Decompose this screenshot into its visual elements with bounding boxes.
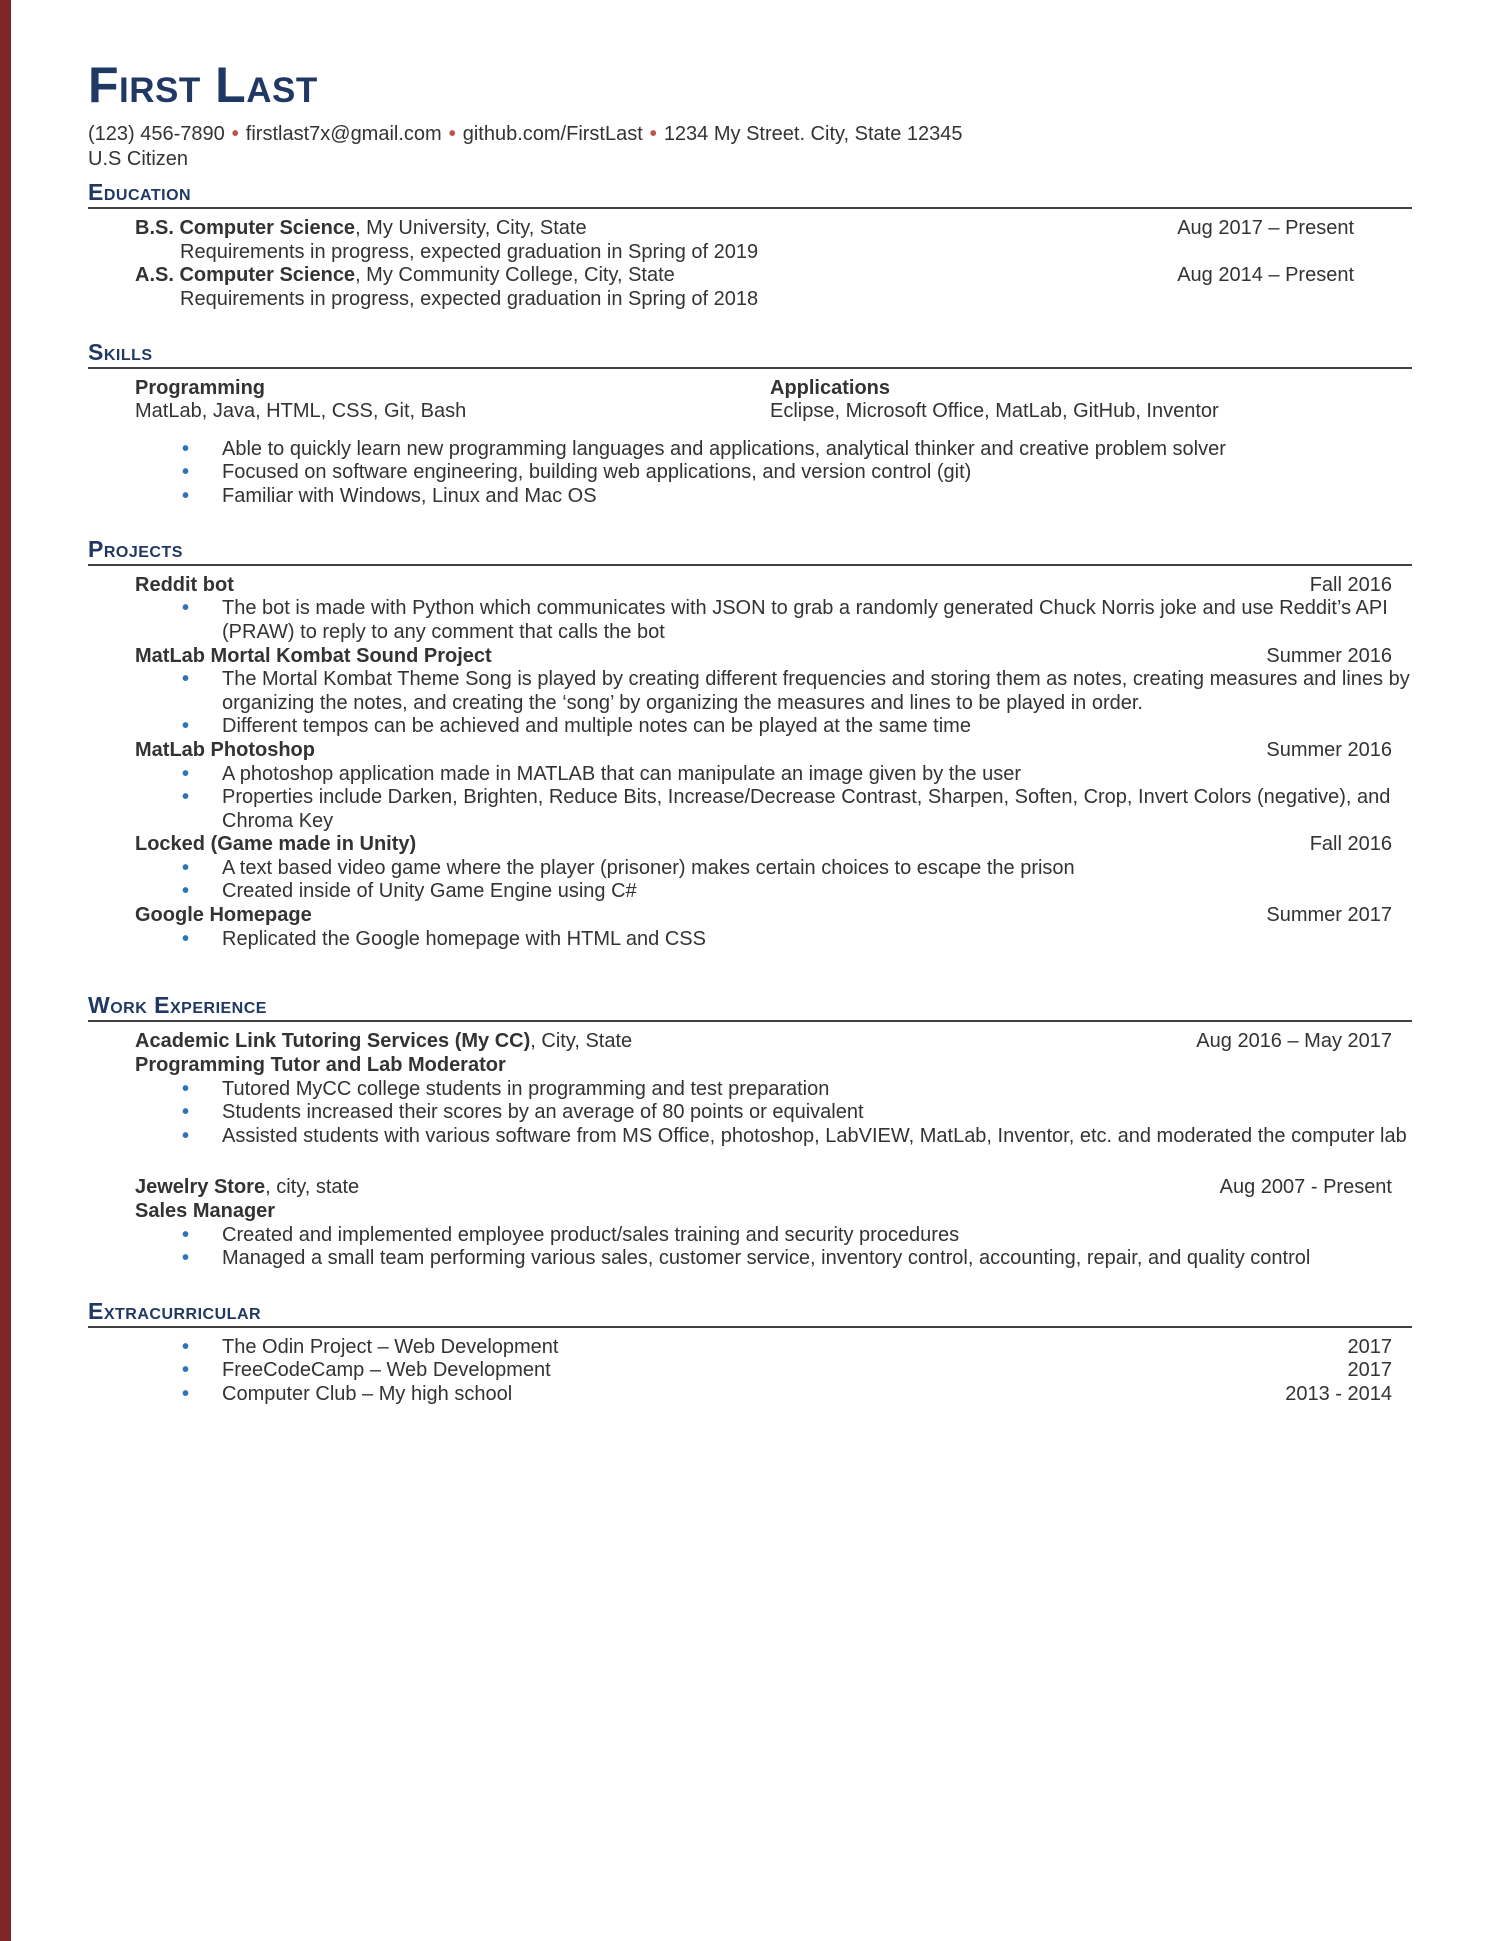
github-url: github.com/FirstLast bbox=[462, 123, 643, 145]
company-location: , city, state bbox=[265, 1176, 360, 1199]
skills-column-programming bbox=[135, 377, 770, 424]
section-heading-work-experience: Work Experience bbox=[88, 993, 1412, 1022]
degree-name: A.S. Computer Science bbox=[135, 264, 356, 287]
skills-bullet-item: • Focused on software engineering, building web applications, and version control (git) bbox=[180, 461, 1412, 485]
work-date: Aug 2007 - Present bbox=[1219, 1176, 1392, 1199]
phone-number: (123) 456-7890 bbox=[88, 123, 225, 145]
work-bullet-item: • Tutored MyCC college students in programming and test preparation bbox=[180, 1078, 1412, 1102]
education-section bbox=[88, 217, 1412, 311]
skills-column-title: Programming bbox=[135, 376, 266, 399]
extracurricular-section bbox=[88, 1336, 1412, 1407]
project-bullet-item: • Different tempos can be achieved and multiple notes can be played at the same time bbox=[180, 715, 1412, 739]
separator-dot-icon: • bbox=[448, 123, 456, 145]
education-date: Aug 2014 – Present bbox=[1177, 264, 1354, 287]
work-bullet-list bbox=[180, 1224, 1412, 1271]
skills-column-title: Applications bbox=[770, 376, 891, 399]
activity-name: • FreeCodeCamp – Web Development bbox=[222, 1359, 551, 1382]
contact-line bbox=[88, 122, 1412, 147]
education-degree-line bbox=[135, 264, 675, 288]
job-title: Sales Manager bbox=[135, 1199, 276, 1222]
project-title: MatLab Photoshop bbox=[135, 738, 315, 761]
section-heading-education: Education bbox=[88, 180, 1412, 209]
company-name: Jewelry Store bbox=[135, 1176, 266, 1199]
project-date: Fall 2016 bbox=[1309, 833, 1392, 856]
project-date: Fall 2016 bbox=[1309, 573, 1392, 596]
extracurricular-item bbox=[88, 1336, 1412, 1360]
project-title: Reddit bot bbox=[135, 573, 234, 596]
skills-column-items: MatLab, Java, HTML, CSS, Git, Bash bbox=[135, 400, 467, 423]
separator-dot-icon: • bbox=[231, 123, 239, 145]
project-title: Google Homepage bbox=[135, 904, 312, 927]
citizenship-line: U.S Citizen bbox=[88, 148, 189, 170]
work-company-line bbox=[135, 1176, 1412, 1200]
project-bullet-item: • A photoshop application made in MATLAB that can manipulate an image given by the user bbox=[180, 763, 1412, 787]
project-entry bbox=[135, 645, 1412, 669]
work-bullet-item: • Assisted students with various software from MS Office, photoshop, LabVIEW, MatLab, Inventor, etc. and moderated the computer lab bbox=[180, 1125, 1412, 1149]
education-degree-line bbox=[135, 217, 587, 241]
work-entry bbox=[88, 1030, 1412, 1148]
education-detail: Requirements in progress, expected graduation in Spring of 2019 bbox=[180, 240, 759, 263]
work-bullet-item: • Students increased their scores by an average of 80 points or equivalent bbox=[180, 1101, 1412, 1125]
work-company-line bbox=[135, 1030, 1412, 1054]
project-date: Summer 2016 bbox=[1266, 644, 1392, 667]
company-location: , City, State bbox=[530, 1030, 633, 1053]
section-heading-extracurricular: Extracurricular bbox=[88, 1299, 1412, 1328]
project-date: Summer 2017 bbox=[1266, 904, 1392, 927]
project-entry bbox=[135, 574, 1412, 598]
email-address: firstlast7x@gmail.com bbox=[245, 123, 442, 145]
school-name: , My Community College, City, State bbox=[355, 264, 675, 287]
section-heading-skills: Skills bbox=[88, 340, 1412, 369]
job-title: Programming Tutor and Lab Moderator bbox=[135, 1054, 506, 1076]
project-bullet-list bbox=[180, 763, 1412, 834]
project-bullet-list bbox=[180, 597, 1412, 644]
person-name: First Last bbox=[88, 57, 318, 113]
extracurricular-item bbox=[88, 1359, 1412, 1383]
activity-name: • The Odin Project – Web Development bbox=[222, 1335, 559, 1358]
education-entry bbox=[135, 217, 1412, 241]
project-bullet-item: • A text based video game where the player (prisoner) makes certain choices to escape the prison bbox=[180, 857, 1412, 881]
skills-column-items: Eclipse, Microsoft Office, MatLab, GitHub, Inventor bbox=[770, 400, 1219, 423]
project-entry bbox=[135, 904, 1412, 928]
skills-bullet-item: • Familiar with Windows, Linux and Mac OS bbox=[180, 485, 1412, 509]
project-title: MatLab Mortal Kombat Sound Project bbox=[135, 644, 492, 667]
project-bullet-item: • Created inside of Unity Game Engine using C# bbox=[180, 880, 1412, 904]
project-entry bbox=[135, 739, 1412, 763]
activity-date: 2017 bbox=[1347, 1359, 1392, 1382]
skills-section bbox=[88, 377, 1412, 509]
company-name: Academic Link Tutoring Services (My CC) bbox=[135, 1030, 531, 1053]
skills-column-applications bbox=[770, 377, 1219, 424]
education-date: Aug 2017 – Present bbox=[1177, 217, 1354, 240]
skills-bullet-list bbox=[180, 438, 1412, 509]
project-date: Summer 2016 bbox=[1266, 738, 1392, 761]
work-experience-section bbox=[88, 1030, 1412, 1270]
skills-bullet-item: • Able to quickly learn new programming languages and applications, analytical thinker and creative problem solver bbox=[180, 438, 1412, 462]
education-detail: Requirements in progress, expected graduation in Spring of 2018 bbox=[180, 287, 759, 310]
activity-name: • Computer Club – My high school bbox=[222, 1383, 513, 1406]
education-entry bbox=[135, 264, 1412, 288]
project-bullet-item: • The bot is made with Python which communicates with JSON to grab a randomly generated Chuck Norris joke and use Reddit’s API (PRAW) to reply to any comment that calls the bot bbox=[180, 597, 1412, 644]
project-bullet-item: • The Mortal Kombat Theme Song is played by creating different frequencies and storing them as notes, creating measures and lines by organizing the notes, and creating the ‘song’ by organizing the measures and lines to be played in order. bbox=[180, 668, 1412, 715]
skills-columns bbox=[135, 377, 1412, 424]
project-bullet-item: • Replicated the Google homepage with HTML and CSS bbox=[180, 928, 1412, 952]
extracurricular-item bbox=[88, 1383, 1412, 1407]
school-name: , My University, City, State bbox=[355, 217, 587, 240]
street-address: 1234 My Street. City, State 12345 bbox=[663, 123, 963, 145]
project-title: Locked (Game made in Unity) bbox=[135, 833, 417, 856]
work-bullet-item: • Created and implemented employee product/sales training and security procedures bbox=[180, 1224, 1412, 1248]
project-bullet-list bbox=[180, 928, 1412, 952]
projects-section bbox=[88, 574, 1412, 952]
degree-name: B.S. Computer Science bbox=[135, 217, 356, 240]
work-bullet-item: • Managed a small team performing various sales, customer service, inventory control, accounting, repair, and quality control bbox=[180, 1247, 1412, 1271]
section-heading-projects: Projects bbox=[88, 537, 1412, 566]
work-bullet-list bbox=[180, 1078, 1412, 1149]
project-bullet-list bbox=[180, 668, 1412, 739]
activity-date: 2017 bbox=[1347, 1335, 1392, 1358]
work-date: Aug 2016 – May 2017 bbox=[1196, 1030, 1392, 1053]
project-bullet-item: • Properties include Darken, Brighten, Reduce Bits, Increase/Decrease Contrast, Sharpen, Soften, Crop, Invert Colors (negative), and Chroma Key bbox=[180, 786, 1412, 833]
project-entry bbox=[135, 833, 1412, 857]
work-entry bbox=[88, 1176, 1412, 1270]
separator-dot-icon: • bbox=[649, 123, 657, 145]
project-bullet-list bbox=[180, 857, 1412, 904]
activity-date: 2013 - 2014 bbox=[1285, 1383, 1392, 1406]
